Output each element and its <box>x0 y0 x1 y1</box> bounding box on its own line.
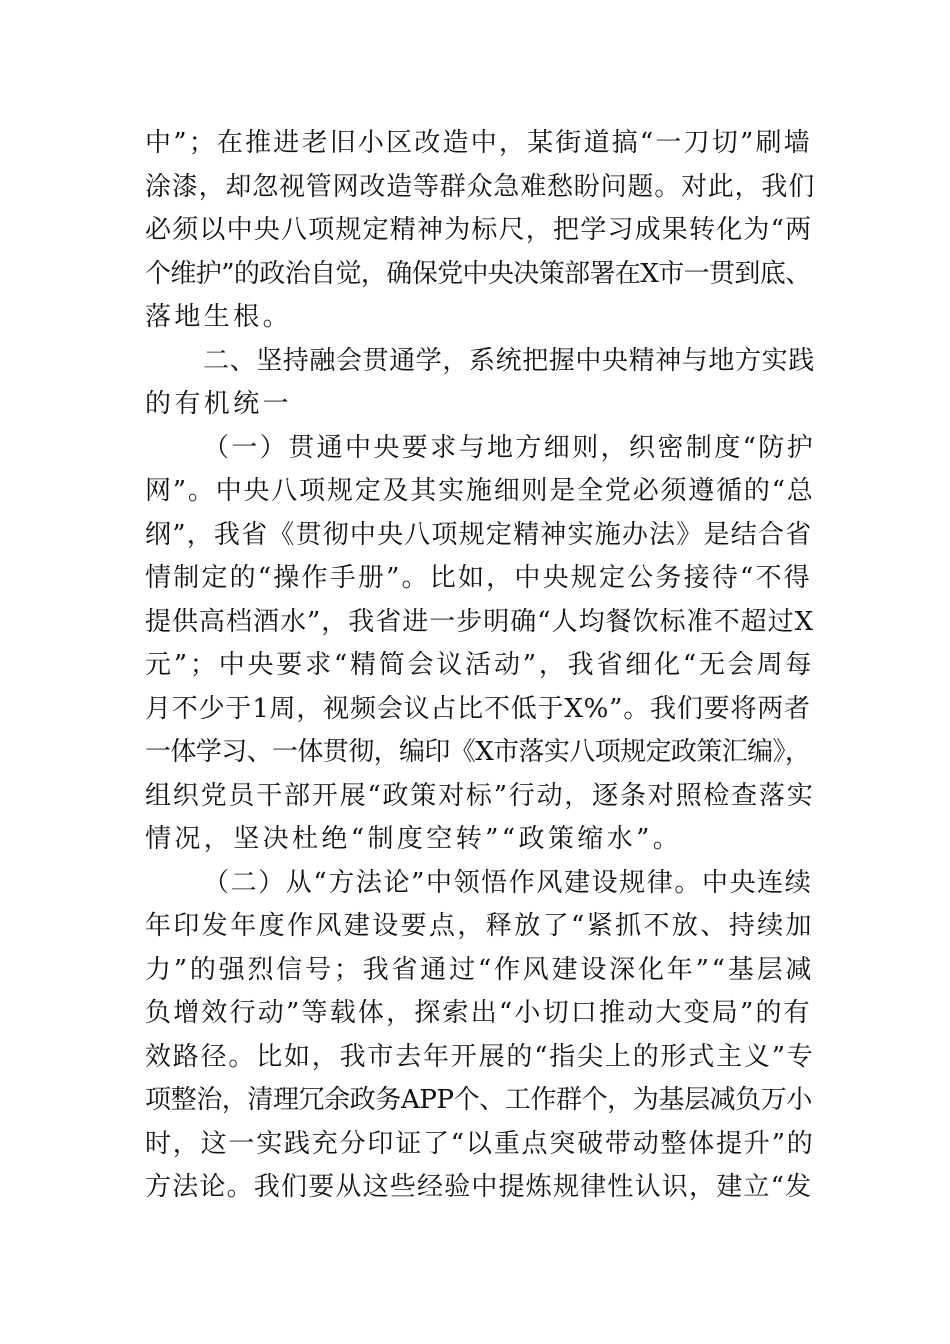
text-line: 年印发年度作风建设要点，释放了“紧抓不放、持续加 <box>145 911 814 941</box>
text-line: 落地生根。 <box>145 302 293 332</box>
text-line: 网”。中央八项规定及其实施细则是全党必须遵循的“总 <box>145 476 815 506</box>
text-line: 方法论。我们要从这些经验中提炼规律性认识，建立“发 <box>145 1172 813 1202</box>
section-heading-2 <box>145 340 815 427</box>
paragraph-1 <box>145 122 815 340</box>
text-line: 情况，坚决杜绝“制度空转”“政策缩水”。 <box>145 824 683 854</box>
text-line: 一体学习、一体贯彻，编印《X市落实八项规定政策汇编》， <box>145 737 811 767</box>
text-line: 情制定的“操作手册”。比如，中央规定公务接待“不得 <box>145 563 812 593</box>
paragraph-3 <box>145 427 815 862</box>
text-line: 效路径。比如，我市去年开展的“指尖上的形式主义”专 <box>145 1041 815 1072</box>
text-line: 时，这一实践充分印证了“以重点突破带动整体提升”的 <box>145 1128 815 1159</box>
text-line: 负增效行动”等载体，探索出“小切口推动大变局”的有 <box>145 998 812 1028</box>
text-line: （一）贯通中央要求与地方细则，织密制度“防护 <box>203 432 816 463</box>
text-line: 中”；在推进老旧小区改造中，某街道搞“一刀切”刷墙 <box>145 128 812 158</box>
text-line: 涂漆，却忽视管网改造等群众急难愁盼问题。对此，我们 <box>145 171 816 202</box>
paragraph-4 <box>145 862 815 1210</box>
text-line: 个维护”的政治自觉，确保党中央决策部署在X市一贯到底、 <box>145 258 811 289</box>
text-line: 组织党员干部开展“政策对标”行动，逐条对照检查落实 <box>145 780 815 811</box>
text-line: 必须以中央八项规定精神为标尺，把学习成果转化为“两 <box>145 215 813 245</box>
text-line: 月不少于1周，视频会议占比不低于X%”。我们要将两者 <box>145 693 811 724</box>
text-line: 纲”，我省《贯彻中央八项规定精神实施办法》是结合省 <box>145 519 813 550</box>
text-line: （二）从“方法论”中领悟作风建设规律。中央连续 <box>203 867 813 898</box>
text-line: 项整治，清理冗余政务APP个、工作群个，为基层减负万小 <box>145 1085 812 1115</box>
heading-line: 的有机统一 <box>145 389 293 419</box>
text-line: 元”；中央要求“精简会议活动”，我省细化“无会周每 <box>145 650 815 680</box>
text-line: 力”的强烈信号；我省通过“作风建设深化年”“基层减 <box>145 954 815 985</box>
text-line: 提供高档酒水”，我省进一步明确“人均餐饮标准不超过X <box>145 606 815 637</box>
document-page <box>145 122 815 1210</box>
heading-line: 二、坚持融会贯通学，系统把握中央精神与地方实践 <box>203 345 815 376</box>
